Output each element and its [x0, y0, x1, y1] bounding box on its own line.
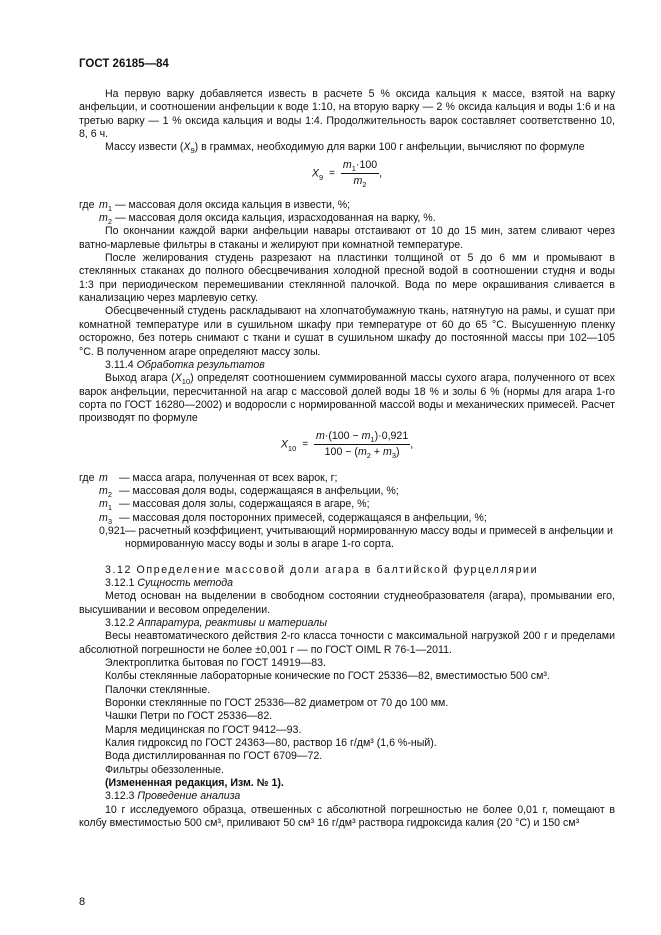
amendment-note: (Измененная редакция, Изм. № 1).	[105, 777, 284, 790]
list-item: Чашки Петри по ГОСТ 25336—82.	[105, 710, 273, 723]
fraction: $\frac{m_1\cdot 100}{m_2}$	[342, 158, 378, 190]
paragraph-drying: Обесцвеченный студень раскладывают на хлопчатобумажную ткань, натянутую на рамы, и сушат при комнатной температуре или в сушильном шкафу при температуре от 60 до 65 °С. Высушенную пленку осторожно, без потерь снимают с ткани и сушат в сушильном шкафу до постоянной массы при 102—105 °С. В полученном агаре определяют массу золы.	[79, 305, 615, 358]
list-item: Фильтры обеззоленные.	[105, 763, 225, 776]
fraction: $\frac{m\cdot(100 - m_1)\cdot 0,921}{100 - (m_2 + m_3)}$	[316, 429, 409, 461]
paragraph-lime-mass: Массу извести $(X_9)$ в граммах, необходимую для варки 100 г анфельции, вычисляют по формуле	[105, 141, 585, 156]
section-3-11-4: 3.11.4 Обработка результатов	[105, 358, 265, 371]
section-3-12: 3.12 Определение массовой доли агара в балтийской фурцеллярии	[105, 563, 539, 576]
section-3-12-1: 3.12.1 Сущность метода	[105, 576, 233, 589]
formula-x10: $X_{10}$ = $\frac{m\cdot(100 - m_1)\cdot 0,921}{100 - (m_2 + m_3)}$ ,	[280, 429, 414, 461]
list-item: Электроплитка бытовая по ГОСТ 14919—83.	[105, 657, 326, 670]
list-item: Колбы стеклянные лабораторные конические по ГОСТ 25336—82, вместимостью 500 см³.	[105, 670, 550, 683]
list-item: Марля медицинская по ГОСТ 9412—93.	[105, 723, 302, 736]
document-header: ГОСТ 26185—84	[79, 58, 169, 70]
definitions-formula-2	[79, 472, 615, 552]
section-3-12-2: 3.12.2 Аппаратура, реактивы и материалы	[105, 617, 328, 629]
paragraph-gelling: После желирования студень разрезают на пластинки толщиной от 5 до 6 мм и промывают в стеклянных стаканах до полного обесцвечивания холодной пресной водой в соотношении студня и воды 1:3 при периодическом перемешивании стеклянной палочкой. Вода по мере окрашивания сливается в канализацию через марлевую сетку.	[79, 252, 615, 305]
definition-row: $m_1$ — массовая доля золы, содержащаяся в агаре, %;	[99, 498, 370, 513]
paragraph-lime-addition: На первую варку добавляется известь в расчете 5 % оксида кальция к массе, взятой на варку анфельции, и соотношении анфельции к воде 1:10, на вторую варку — 2 % оксида кальция и воды 1:6 и на третью варку — 1 % оксида кальция и воды 1:4. Продолжительность варок составляет соответственно 10, 8, 6 ч.	[79, 88, 615, 141]
list-item: Калия гидроксид по ГОСТ 24363—80, раствор 16 г/дм³ (1,6 %-ный).	[105, 737, 437, 750]
definition-row: $m_3$ — массовая доля посторонних примесей, содержащаяся в анфельции, %;	[99, 511, 487, 526]
list-item: Вода дистиллированная по ГОСТ 6709—72.	[105, 750, 323, 763]
definition-row: 0,921 — расчетный коэффициент, учитывающий нормированную массу воды и примесей в анфельции и нормированную массу воды и золы в агаре 1-го сорта.	[99, 524, 613, 551]
document-body	[79, 88, 615, 831]
definition-row: $m_2$ — массовая доля оксида кальция, израсходованная на варку, %.	[99, 212, 436, 227]
definition-row: где $m_1$ — массовая доля оксида кальция в извести, %;	[79, 198, 351, 213]
paragraph-analysis: 10 г исследуемого образца, отвешенных с абсолютной погрешностью не более 0,01 г, помещают в колбу вместимостью 500 см³, приливают 50 см³ 16 г/дм³ раствора гидроксида калия (20 °С) и 150 см³	[79, 803, 615, 830]
list-item: Воронки стеклянные по ГОСТ 25336—82 диаметром от 70 до 100 мм.	[105, 697, 449, 710]
definition-row: где m — масса агара, полученная от всех варок, г;	[79, 471, 338, 484]
section-3-12-3: 3.12.3 Проведение анализа	[105, 790, 241, 803]
list-item: Палочки стеклянные.	[105, 683, 211, 696]
definition-row: $m_2$ — массовая доля воды, содержащаяся в анфельции, %;	[99, 484, 399, 500]
paragraph-scales: Весы неавтоматического действия 2-го класса точности с максимальной нагрузкой 200 г и пределами абсолютной погрешности не более ±0,001 г — по ГОСТ OIML R 76-1—2011.	[79, 630, 615, 656]
definitions-formula-1	[79, 199, 615, 226]
formula-x9: $X_9$ = $\frac{m_1\cdot 100}{m_2}$ ,	[311, 158, 383, 190]
paragraph-settling: По окончании каждой варки анфельции навары отстаивают от 10 до 15 мин, затем сливают через ватно-марлевые фильтры в стаканы и желируют при комнатной температуре.	[79, 225, 615, 251]
paragraph-agar-yield: Выход агара $(X_{10})$ определят соотношением суммированной массы сухого агара, полученного от всех варок анфельции, пересчитанной на агар с массовой долей воды 18 % и золы 6 % (нормы для агара 1-го сорта по ГОСТ 16280—2002) и водоросли с нормированной массой воды и механических примесей. Расчет производят по формуле	[79, 372, 615, 425]
page-number: 8	[79, 896, 86, 908]
paragraph-method: Метод основан на выделении в свободном состоянии студнеобразователя (агара), промывании его, высушивании и весовом определении.	[79, 590, 615, 616]
